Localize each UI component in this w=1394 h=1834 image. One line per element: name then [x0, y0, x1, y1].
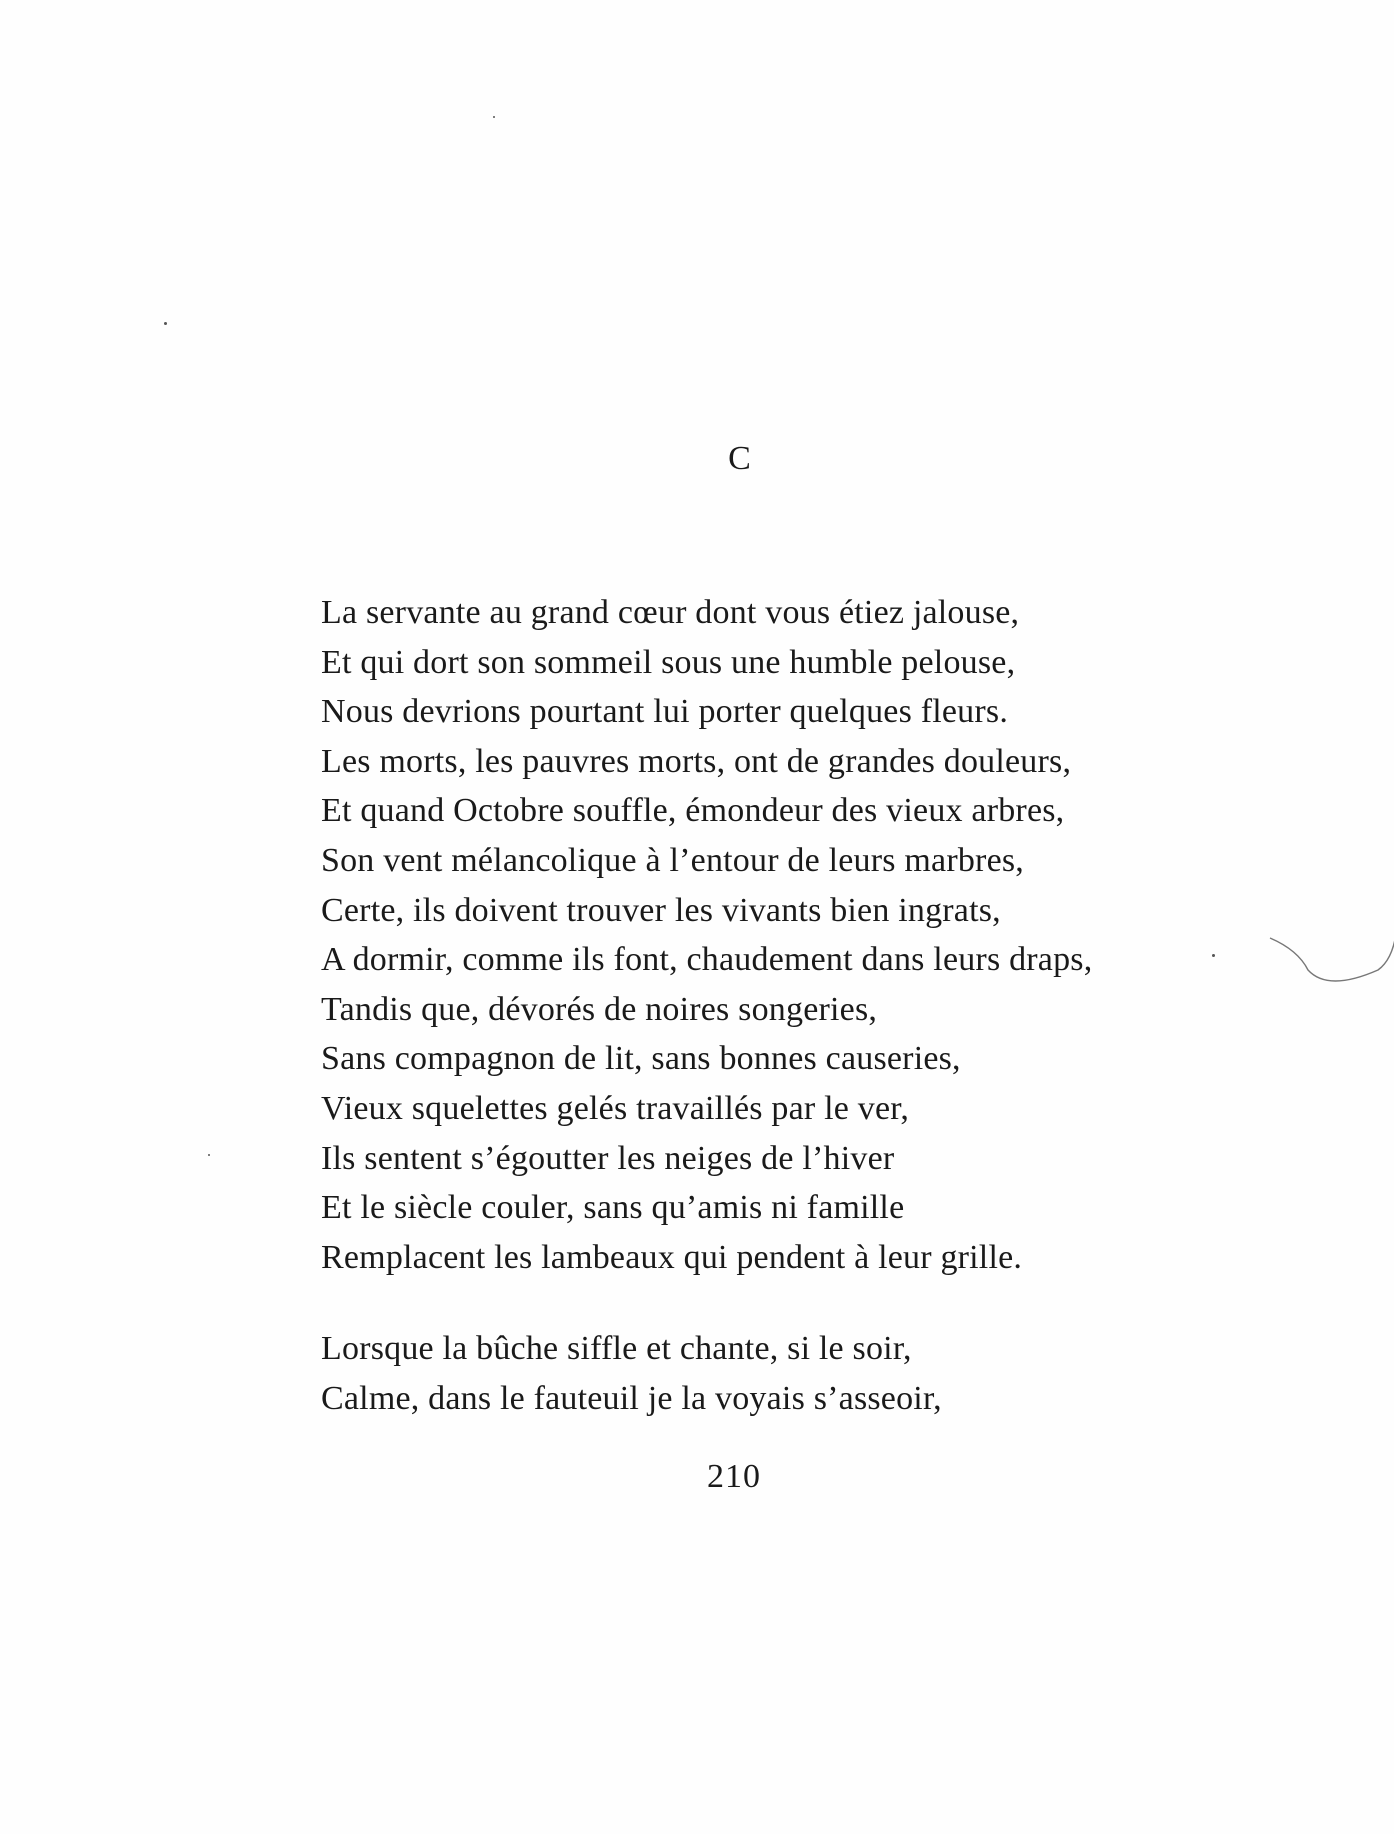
verse-line: Ils sentent s’égoutter les neiges de l’hiver — [321, 1139, 895, 1177]
verse-line: Nous devrions pourtant lui porter quelques fleurs. — [321, 693, 1009, 731]
verse-line: Certe, ils doivent trouver les vivants bien ingrats, — [321, 891, 1001, 929]
verse-line: Son vent mélancolique à l’entour de leurs marbres, — [321, 841, 1024, 879]
verse-line: Tandis que, dévorés de noires songeries, — [321, 990, 878, 1028]
verse-line: Calme, dans le fauteuil je la voyais s’asseoir, — [321, 1379, 942, 1417]
paper-speck — [493, 116, 495, 118]
verse-line: Sans compagnon de lit, sans bonnes causeries, — [321, 1040, 961, 1078]
paper-speck — [164, 322, 167, 325]
verse-line: La servante au grand cœur dont vous étiez jalouse, — [321, 594, 1020, 631]
verse-line: Vieux squelettes gelés travaillés par le ver, — [321, 1089, 910, 1127]
verse-line: Les morts, les pauvres morts, ont de grandes douleurs, — [321, 742, 1072, 780]
verse-line: Remplacent les lambeaux qui pendent à leur grille. — [321, 1238, 1023, 1276]
stanza-2 — [321, 1324, 942, 1423]
verse-line: Et qui dort son sommeil sous une humble pelouse, — [321, 643, 1016, 681]
verse-line: Et quand Octobre souffle, émondeur des vieux arbres, — [321, 792, 1065, 830]
paper-speck — [208, 1154, 210, 1156]
verse-line: Lorsque la bûche siffle et chante, si le soir, — [321, 1330, 912, 1367]
stanza-1 — [321, 588, 1092, 1282]
paper-speck — [1212, 954, 1215, 957]
verse-line: Et le siècle couler, sans qu’amis ni famille — [321, 1189, 905, 1227]
page-number: 210 — [707, 1458, 761, 1495]
page-curl-mark — [1268, 930, 1394, 1000]
verse-line: A dormir, comme ils font, chaudement dans leurs draps, — [321, 941, 1093, 979]
poem-number: C — [728, 440, 752, 477]
